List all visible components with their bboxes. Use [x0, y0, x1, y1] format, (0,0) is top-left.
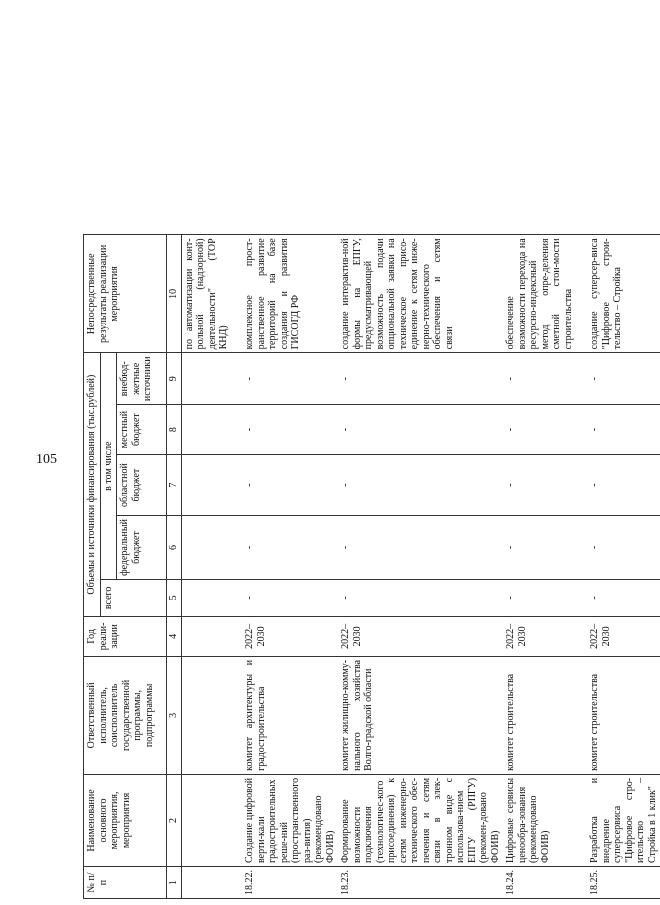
table-row: [241, 235, 338, 899]
row-offbudget: -: [338, 353, 503, 405]
row-year: 2022–2030: [338, 616, 503, 656]
column-number: 4: [167, 616, 182, 656]
row-local: -: [241, 405, 338, 455]
row-num: 18.24.: [503, 867, 587, 899]
row-federal: -: [503, 516, 587, 580]
header-total: всего: [100, 579, 167, 616]
row-federal: -: [587, 516, 660, 580]
row-result: создание интерактив-ной формы на ЕПГУ, предусматривающей возможность подачи опциональной заявки на техническое присо-единение к сетям инже-нерно-технического обеспечения и сетям связи: [338, 235, 503, 353]
carryover-row: [181, 235, 241, 899]
row-num: 18.25.: [587, 867, 660, 899]
row-responsible: комитет архитектуры и градостроительства: [241, 656, 338, 774]
row-num: 18.22.: [241, 867, 338, 899]
row-total: -: [338, 579, 503, 616]
column-number: 9: [167, 353, 182, 405]
column-number: 3: [167, 656, 182, 774]
header-federal: федеральный бюджет: [117, 516, 167, 580]
row-regional: -: [338, 455, 503, 516]
header-responsible: Ответственный исполнитель, соисполнитель государственной программы, подпрограммы: [84, 656, 167, 774]
row-year: 2022–2030: [241, 616, 338, 656]
row-num: 18.23.: [338, 867, 503, 899]
row-name: Формирование возможности подключения (технологичес-кого присоединения) к сетям инженерно-технического обес-печения и сетям связи в элек-тронном виде с использова-нием ЕПГУ (РПГУ) (рекомен-довано ФОИВ): [338, 774, 503, 866]
table-row: [503, 235, 587, 899]
column-number: 7: [167, 455, 182, 516]
row-name: Создание цифровой верти-кали градостроительных реше-ний (пространственного раз-вития) (рекомендовано ФОИВ): [241, 774, 338, 866]
header-offbudget: внебюд-жетные источники: [117, 353, 167, 405]
table-row: [587, 235, 660, 899]
row-local: -: [587, 405, 660, 455]
column-number: 2: [167, 774, 182, 866]
column-number: 6: [167, 516, 182, 580]
header-including: в том числе: [100, 353, 117, 580]
row-total: -: [503, 579, 587, 616]
row-year: 2022–2030: [503, 616, 587, 656]
carryover-result: по автоматизации конт-рольной (надзорной) деятельности" (ТОР КНД): [181, 235, 241, 353]
row-result: комплексное прост-ранственное развитие территорий на базе создания и развития ГИСОГД РФ: [241, 235, 338, 353]
row-offbudget: -: [503, 353, 587, 405]
row-name: Разработка и внедрение суперсервиса "Цифровое стро-ительство – Стройка в 1 клик": [587, 774, 660, 866]
header-year: Год реали-зации: [84, 616, 167, 656]
page-number: 105: [36, 452, 57, 467]
header-funding: Объемы и источники финансирования (тыс.рублей): [84, 353, 101, 617]
column-number: 8: [167, 405, 182, 455]
row-regional: -: [503, 455, 587, 516]
row-name: Цифровые сервисы ценообра-зования (рекомендовано ФОИВ): [503, 774, 587, 866]
row-total: -: [587, 579, 660, 616]
row-year: 2022–2030: [587, 616, 660, 656]
row-offbudget: -: [241, 353, 338, 405]
header-local: местный бюджет: [117, 405, 167, 455]
row-federal: -: [338, 516, 503, 580]
row-regional: -: [241, 455, 338, 516]
row-regional: -: [587, 455, 660, 516]
header-results: Непосредственные результаты реализации мероприятия: [84, 235, 167, 353]
row-local: -: [338, 405, 503, 455]
column-number: 1: [167, 867, 182, 899]
column-number: 10: [167, 235, 182, 353]
row-total: -: [241, 579, 338, 616]
header-num: № п/п: [84, 867, 167, 899]
header-name: Наименование основного мероприятия, мероприятия: [84, 774, 167, 866]
column-number-row: [167, 235, 182, 899]
row-responsible: комитет строительства: [587, 656, 660, 774]
program-table: [83, 234, 660, 899]
row-result: создание суперсер-виса "Цифровое строи-тельство – Стройка: [587, 235, 660, 353]
row-responsible: комитет жилищно-комму-нального хозяйства Волго-градской области: [338, 656, 503, 774]
header-regional: областной бюджет: [117, 455, 167, 516]
row-federal: -: [241, 516, 338, 580]
column-number: 5: [167, 579, 182, 616]
row-offbudget: -: [587, 353, 660, 405]
row-responsible: комитет строительства: [503, 656, 587, 774]
table-row: [338, 235, 503, 899]
row-result: обеспечение возможности перехода на ресурсно-индексный метод опре-деления сметной стои-мости строительства: [503, 235, 587, 353]
row-local: -: [503, 405, 587, 455]
